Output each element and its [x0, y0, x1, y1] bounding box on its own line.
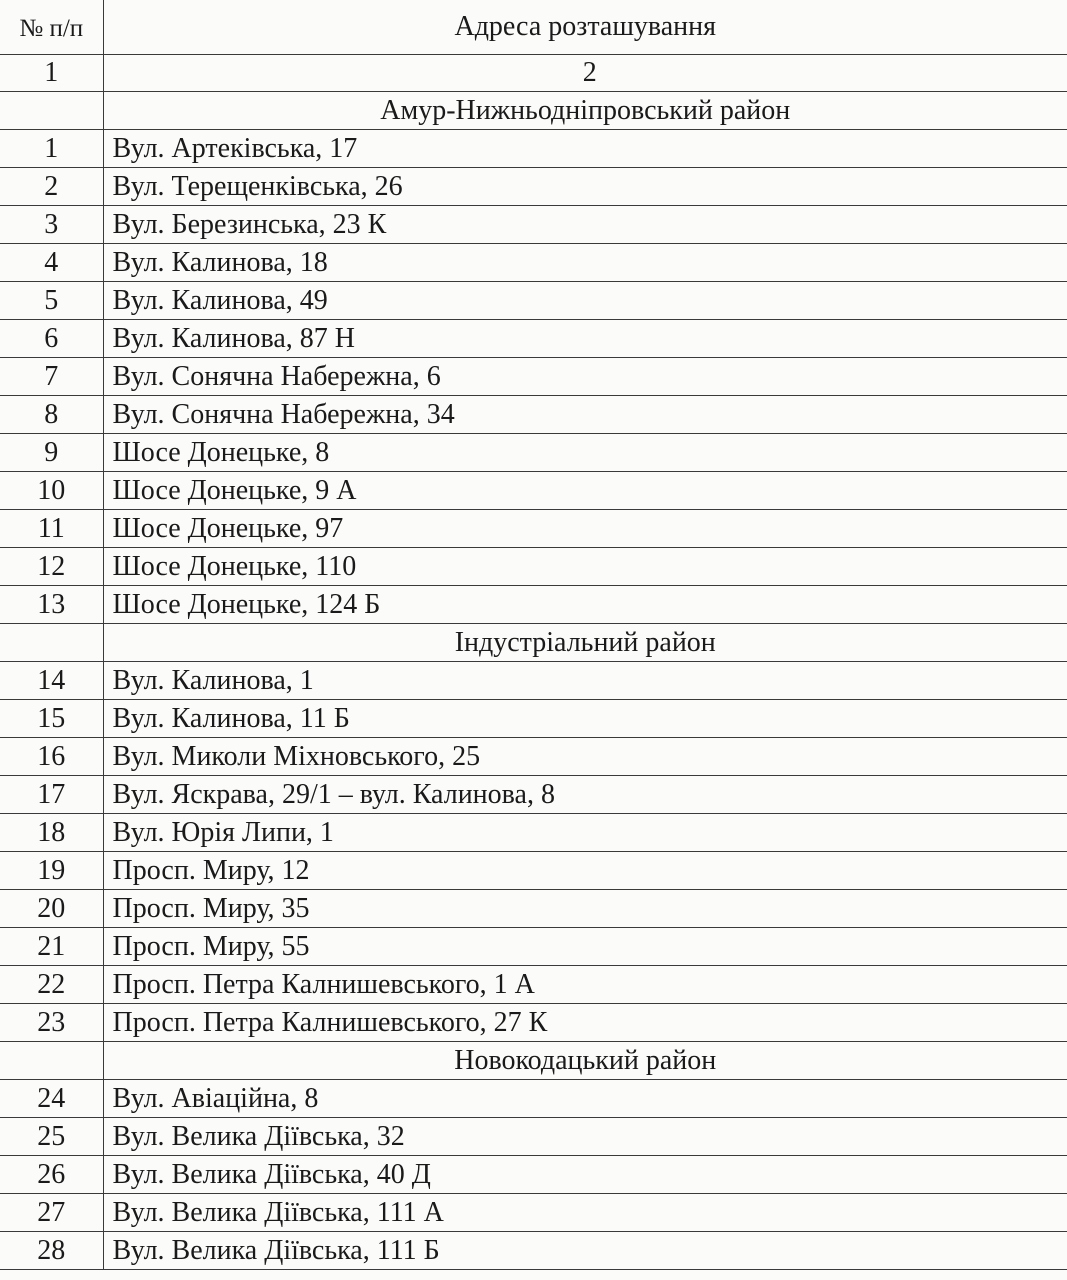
district-number-cell: [0, 92, 103, 130]
district-row: [0, 92, 1067, 130]
row-address: Вул. Терещенківська, 26: [103, 168, 1067, 206]
row-address: Вул. Миколи Міхновського, 25: [103, 738, 1067, 776]
row-number: 27: [0, 1194, 103, 1232]
row-number: 25: [0, 1118, 103, 1156]
table-row: [0, 1004, 1067, 1042]
row-address: Вул. Велика Діївська, 111 А: [103, 1194, 1067, 1232]
table-row: [0, 966, 1067, 1004]
row-address: Вул. Сонячна Набережна, 6: [103, 358, 1067, 396]
row-address: Вул. Калинова, 1: [103, 662, 1067, 700]
district-number-cell: [0, 1042, 103, 1080]
district-row: [0, 624, 1067, 662]
table-row: [0, 890, 1067, 928]
row-number: 15: [0, 700, 103, 738]
row-address: Вул. Велика Діївська, 32: [103, 1118, 1067, 1156]
district-name: Амур-Нижньодніпровський район: [103, 92, 1067, 130]
table-header-row: [0, 0, 1067, 55]
row-number: 22: [0, 966, 103, 1004]
row-address: Шосе Донецьке, 9 А: [103, 472, 1067, 510]
row-address: Просп. Петра Калнишевського, 1 А: [103, 966, 1067, 1004]
table-row: [0, 662, 1067, 700]
table-row: [0, 244, 1067, 282]
table-row: [0, 168, 1067, 206]
row-number: 5: [0, 282, 103, 320]
column-header-number: № п/п: [0, 0, 103, 55]
row-address: Вул. Калинова, 11 Б: [103, 700, 1067, 738]
column-index-row: [0, 55, 1067, 92]
table-row: [0, 700, 1067, 738]
table-row: [0, 1118, 1067, 1156]
row-address: Вул. Калинова, 87 Н: [103, 320, 1067, 358]
row-number: 3: [0, 206, 103, 244]
row-number: 26: [0, 1156, 103, 1194]
row-number: 11: [0, 510, 103, 548]
table-row: [0, 130, 1067, 168]
row-address: Вул. Авіаційна, 8: [103, 1080, 1067, 1118]
column-index-address: 2: [103, 55, 1067, 92]
row-number: 23: [0, 1004, 103, 1042]
table-row: [0, 814, 1067, 852]
district-row: [0, 1042, 1067, 1080]
table-row: [0, 320, 1067, 358]
row-number: 16: [0, 738, 103, 776]
row-address: Просп. Петра Калнишевського, 27 К: [103, 1004, 1067, 1042]
row-address: Просп. Миру, 12: [103, 852, 1067, 890]
row-number: 28: [0, 1232, 103, 1270]
table-row: [0, 1156, 1067, 1194]
row-number: 8: [0, 396, 103, 434]
row-address: Шосе Донецьке, 8: [103, 434, 1067, 472]
row-address: Вул. Калинова, 49: [103, 282, 1067, 320]
table-row: [0, 738, 1067, 776]
row-number: 13: [0, 586, 103, 624]
table-row: [0, 358, 1067, 396]
row-number: 19: [0, 852, 103, 890]
row-number: 18: [0, 814, 103, 852]
row-number: 7: [0, 358, 103, 396]
row-number: 17: [0, 776, 103, 814]
table-row: [0, 928, 1067, 966]
row-address: Вул. Велика Діївська, 40 Д: [103, 1156, 1067, 1194]
column-index-number: 1: [0, 55, 103, 92]
row-number: 6: [0, 320, 103, 358]
row-number: 10: [0, 472, 103, 510]
table-row: [0, 282, 1067, 320]
table-row: [0, 472, 1067, 510]
row-address: Шосе Донецьке, 97: [103, 510, 1067, 548]
row-address: Вул. Калинова, 18: [103, 244, 1067, 282]
district-name: Індустріальний район: [103, 624, 1067, 662]
table-row: [0, 434, 1067, 472]
row-number: 20: [0, 890, 103, 928]
row-number: 4: [0, 244, 103, 282]
table-row: [0, 852, 1067, 890]
table-body: [0, 55, 1067, 1270]
row-number: 12: [0, 548, 103, 586]
row-address: Просп. Миру, 35: [103, 890, 1067, 928]
district-name: Новокодацький район: [103, 1042, 1067, 1080]
row-number: 21: [0, 928, 103, 966]
row-address: Вул. Яскрава, 29/1 – вул. Калинова, 8: [103, 776, 1067, 814]
row-address: Вул. Березинська, 23 К: [103, 206, 1067, 244]
district-number-cell: [0, 624, 103, 662]
row-number: 1: [0, 130, 103, 168]
table-row: [0, 510, 1067, 548]
row-address: Вул. Юрія Липи, 1: [103, 814, 1067, 852]
table-row: [0, 1194, 1067, 1232]
table-row: [0, 396, 1067, 434]
table-row: [0, 548, 1067, 586]
row-address: Шосе Донецьке, 110: [103, 548, 1067, 586]
row-number: 24: [0, 1080, 103, 1118]
table-row: [0, 1232, 1067, 1270]
row-address: Вул. Велика Діївська, 111 Б: [103, 1232, 1067, 1270]
row-number: 2: [0, 168, 103, 206]
row-address: Вул. Сонячна Набережна, 34: [103, 396, 1067, 434]
table-row: [0, 206, 1067, 244]
table-row: [0, 776, 1067, 814]
row-address: Шосе Донецьке, 124 Б: [103, 586, 1067, 624]
row-address: Просп. Миру, 55: [103, 928, 1067, 966]
row-address: Вул. Артеківська, 17: [103, 130, 1067, 168]
row-number: 14: [0, 662, 103, 700]
table-row: [0, 1080, 1067, 1118]
column-header-address: Адреса розташування: [103, 0, 1067, 55]
table-row: [0, 586, 1067, 624]
row-number: 9: [0, 434, 103, 472]
